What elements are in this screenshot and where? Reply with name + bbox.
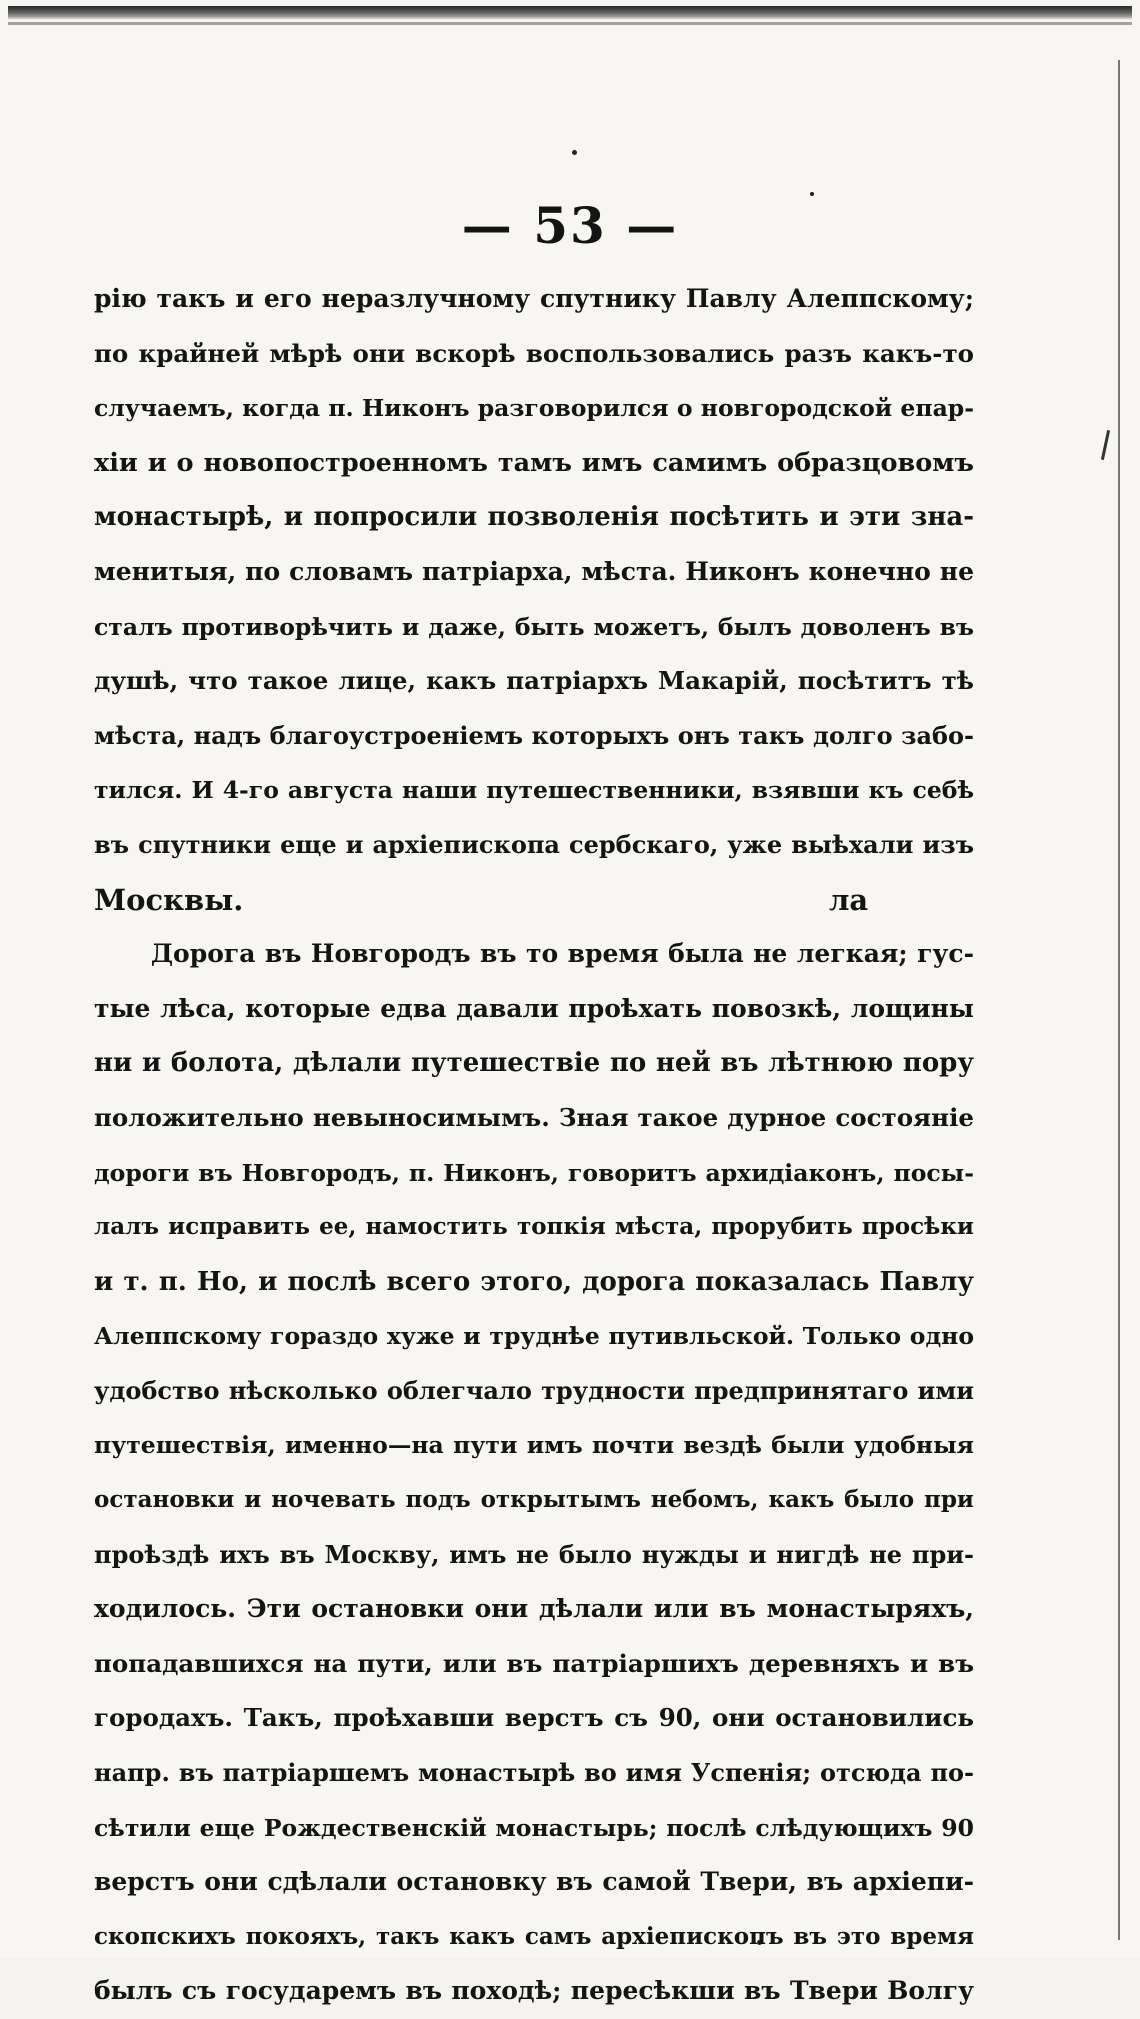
- text-line: путешествія, именно—на пути имъ почти вездѣ были удобныя: [94, 1431, 974, 1460]
- text-line: монастырѣ, и попросили позволенія посѣтить и эти зна-: [94, 502, 974, 533]
- page-number: — 53 —: [461, 196, 679, 255]
- text-line: ходилось. Эти остановки они дѣлали или въ монастыряхъ,: [94, 1594, 974, 1624]
- text-line: случаемъ, когда п. Никонъ разговорился о новгородской епар-: [94, 394, 974, 423]
- text-line: Москвы. ла: [94, 882, 869, 917]
- text-line: городахъ. Такъ, проѣхавши верстъ съ 90, они остановились: [94, 1703, 974, 1733]
- text-line: рію такъ и его неразлучному спутнику Павлу Алеппскому;: [94, 284, 974, 313]
- text-line: ни и болота, дѣлали путешествіе по ней въ лѣтнюю пору: [94, 1048, 974, 1079]
- text-line: остановки и ночевать подъ открытымъ небомъ, какъ было при: [94, 1486, 974, 1514]
- margin-mark: [1101, 430, 1110, 460]
- text-line: по крайней мѣрѣ они вскорѣ воспользовались разъ какъ-то: [94, 338, 974, 368]
- text-line: проѣздѣ ихъ въ Москву, имъ не было нужды и нигдѣ не при-: [94, 1539, 974, 1569]
- text-line: напр. въ патріаршемъ монастырѣ во имя Успенія; отсюда по-: [94, 1758, 974, 1788]
- scan-speck: [572, 150, 577, 155]
- text-line: лалъ исправить ее, намостить топкія мѣста, прорубить просѣки: [94, 1213, 974, 1241]
- text-line: душѣ, что такое лице, какъ патріархъ Макарій, посѣтитъ тѣ: [94, 666, 974, 696]
- text-line: въ спутники еще и архіепископа сербскаго, уже выѣхали изъ: [94, 829, 974, 859]
- text-line: скопскихъ покояхъ, такъ какъ самъ архіепископъ въ это время: [94, 1922, 974, 1950]
- body-text: [94, 272, 974, 2019]
- text-line: хіи и о новопостроенномъ тамъ имъ самимъ образцовомъ: [94, 447, 974, 478]
- text-line: верстъ они сдѣлали остановку въ самой Твери, въ архіепи-: [94, 1867, 974, 1897]
- text-line: былъ съ государемъ въ походѣ; пересѣкши въ Твери Волгу: [94, 1976, 974, 2006]
- text-line: положительно невыносимымъ. Зная такое дурное состояніе: [94, 1102, 974, 1132]
- text-line: удобство нѣсколько облегчало трудности предпринятаго ими: [94, 1375, 974, 1405]
- scan-top-border-line: [8, 22, 1132, 25]
- text-line: Алеппскому гораздо хуже и труднѣе путивльской. Только одно: [94, 1322, 974, 1351]
- text-line: дороги въ Новгородъ, п. Никонъ, говоритъ архидіаконъ, посы-: [94, 1158, 974, 1187]
- text-line: сталъ противорѣчить и даже, быть можетъ, былъ доволенъ въ: [94, 612, 974, 641]
- text-line: Дорога въ Новгородъ въ то время была не легкая; гус-: [94, 939, 974, 969]
- scan-right-edge: [1118, 60, 1120, 1940]
- text-line: и т. п. Но, и послѣ всего этого, дорога показалась Павлу: [94, 1266, 974, 1297]
- scan-top-border: [8, 6, 1132, 20]
- text-line: тился. И 4-го августа наши путешественники, взявши къ себѣ: [94, 776, 974, 805]
- text-line: тые лѣса, которые едва давали проѣхать повозкѣ, лощины: [94, 993, 974, 1023]
- text-line: сѣтили еще Рождественскій монастырь; послѣ слѣдующихъ 90: [94, 1813, 974, 1842]
- text-line: мѣста, надъ благоустроеніемъ которыхъ онъ такъ долго забо-: [94, 720, 974, 750]
- text-line: попадавшихся на пути, или въ патріаршихъ деревняхъ и въ: [94, 1648, 974, 1678]
- text-line: менитыя, по словамъ патріарха, мѣста. Никонъ конечно не: [94, 556, 974, 586]
